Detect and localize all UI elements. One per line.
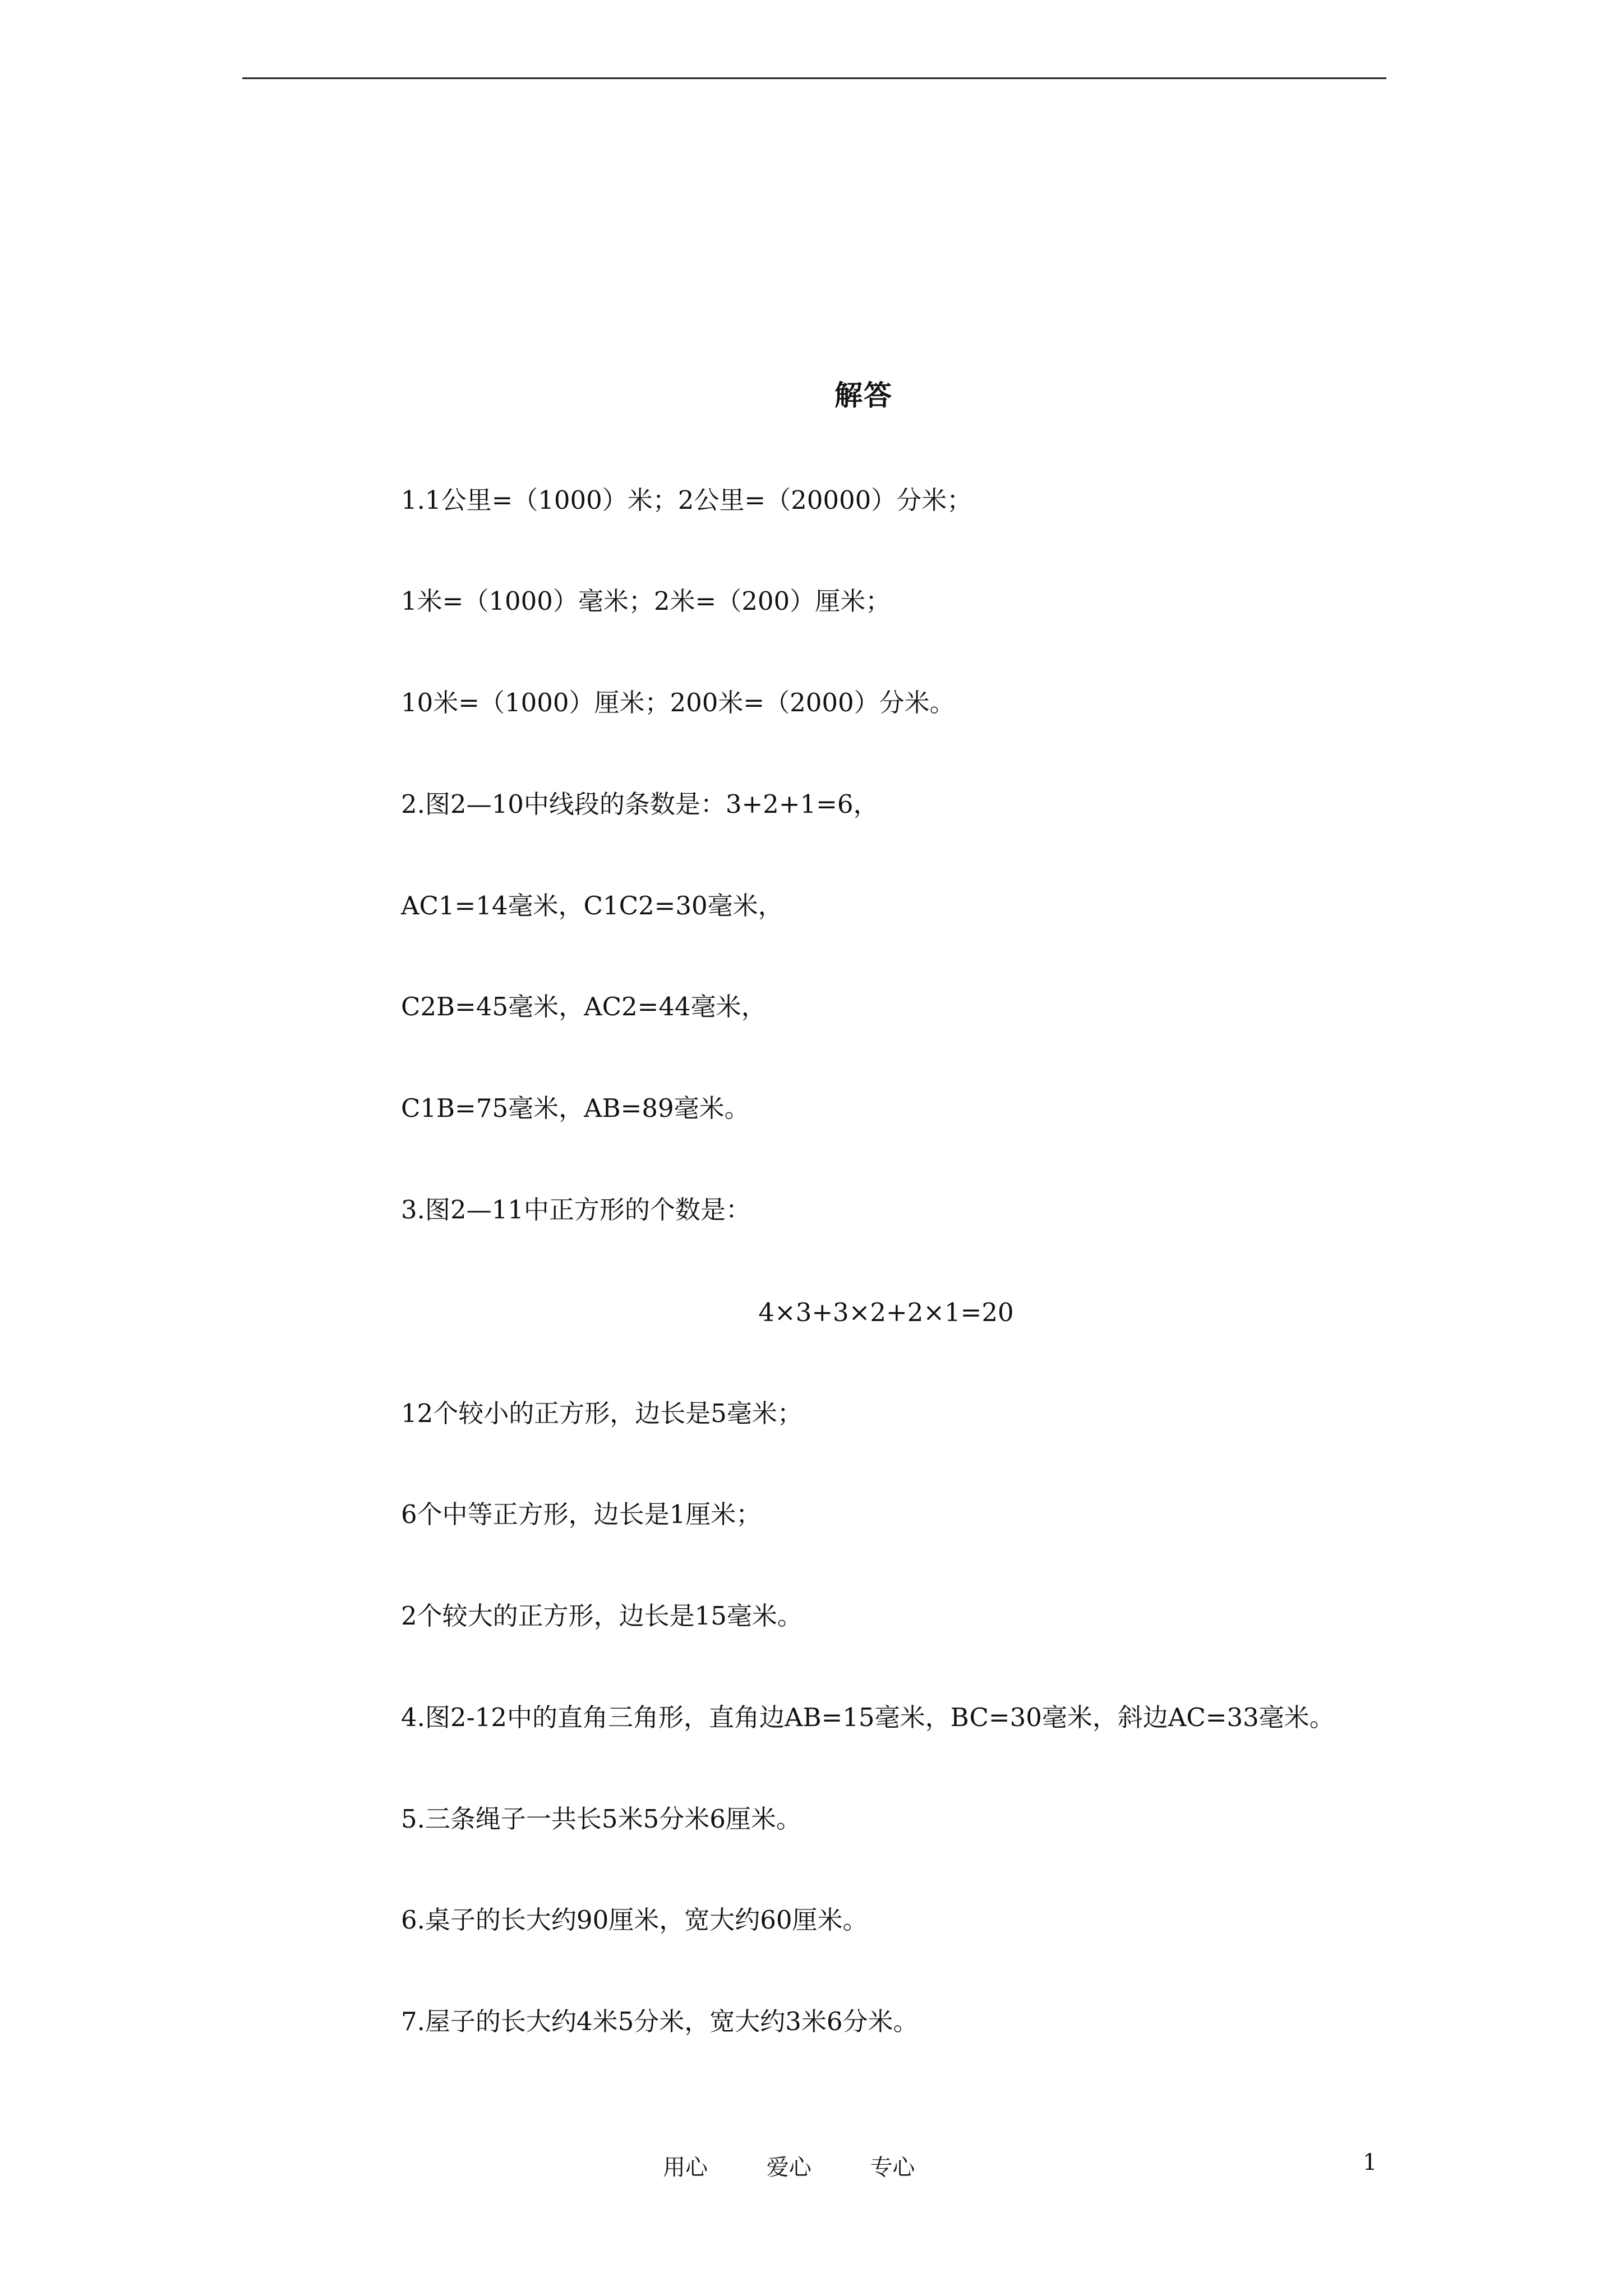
answer-line-8: 3.图2—11中正方形的个数是： [401, 1195, 751, 1225]
answer-line-5: AC1=14毫米，C1C2=30毫米， [401, 891, 783, 921]
answer-line-11: 6个中等正方形，边长是1厘米； [401, 1499, 762, 1529]
answer-line-13: 4.图2-12中的直角三角形，直角边AB=15毫米，BC=30毫米，斜边AC=33毫米。 [401, 1703, 1335, 1732]
answer-line-7: C1B=75毫米，AB=89毫米。 [401, 1093, 750, 1123]
page-number: 1 [1363, 2150, 1377, 2175]
footer-motto [663, 2150, 966, 2182]
footer-item: 用心 [663, 2155, 708, 2180]
centered-formula: 4×3+3×2+2×1=20 [758, 1297, 1014, 1327]
answer-line-3: 10米=（1000）厘米；200米=（2000）分米。 [401, 688, 955, 717]
answer-line-10: 12个较小的正方形，边长是5毫米； [401, 1398, 803, 1428]
answer-line-15: 6.桌子的长大约90厘米，宽大约60厘米。 [401, 1905, 868, 1935]
answer-line-6: C2B=45毫米，AC2=44毫米， [401, 992, 767, 1022]
answer-line-14: 5.三条绳子一共长5米5分米6厘米。 [401, 1804, 801, 1834]
answer-line-1: 1.1公里=（1000）米；2公里=（20000）分米； [401, 485, 972, 515]
footer-item: 专心 [870, 2155, 915, 2180]
answer-line-2: 1米=（1000）毫米；2米=（200）厘米； [401, 586, 891, 616]
answer-line-12: 2个较大的正方形，边长是15毫米。 [401, 1601, 803, 1631]
answer-line-4: 2.图2—10中线段的条数是：3+2+1=6， [401, 789, 879, 819]
answer-line-16: 7.屋子的长大约4米5分米，宽大约3米6分米。 [401, 2007, 919, 2036]
footer-item: 爱心 [766, 2155, 811, 2180]
header-rule [242, 77, 1386, 79]
page-title: 解答 [834, 379, 893, 412]
